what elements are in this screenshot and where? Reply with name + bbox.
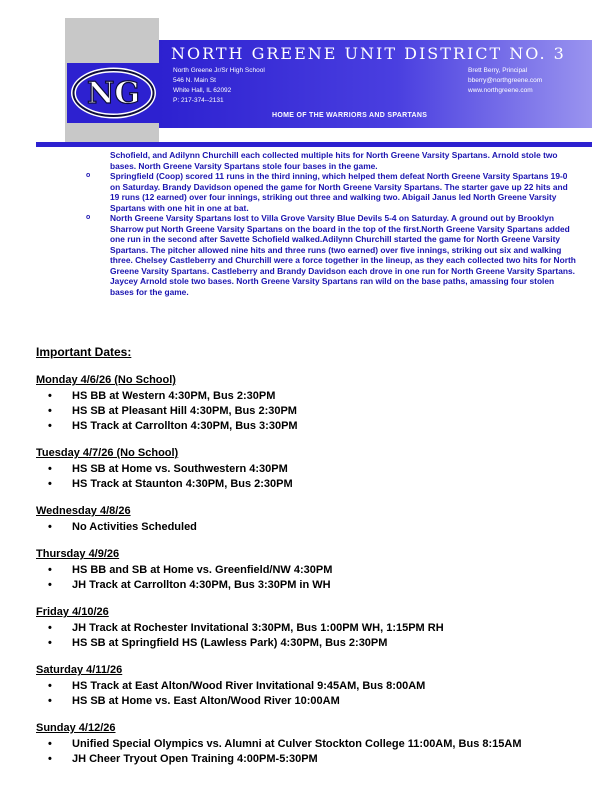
event-item bbox=[36, 621, 576, 636]
event-text: JH Track at Rochester Invitational 3:30PM, Bus 1:00PM WH, 1:15PM RH bbox=[72, 622, 444, 634]
address-line: White Hall, IL 62092 bbox=[173, 87, 232, 94]
bullet-icon: • bbox=[48, 579, 52, 591]
bullet-icon: • bbox=[48, 564, 52, 576]
bullet-icon: • bbox=[48, 637, 52, 649]
event-item bbox=[36, 477, 576, 492]
recap-item bbox=[86, 171, 576, 213]
district-logo-icon bbox=[67, 63, 160, 123]
event-text: HS SB at Springfield HS (Lawless Park) 4:30PM, Bus 2:30PM bbox=[72, 637, 388, 649]
event-text: HS Track at East Alton/Wood River Invitational 9:45AM, Bus 8:00AM bbox=[72, 680, 426, 692]
recap-continuation: Schofield, and Adilynn Churchill each collected multiple hits for North Greene Varsity Spartans. Arnold stole two bases. North Greene Varsity Spartans stole four bases in the game. bbox=[110, 150, 558, 171]
day-monday bbox=[36, 373, 576, 434]
address-line: North Greene Jr/Sr High School bbox=[173, 67, 265, 74]
event-item bbox=[36, 404, 576, 419]
day-title: Saturday 4/11/26 bbox=[36, 664, 123, 676]
event-item bbox=[36, 636, 576, 651]
bullet-icon: • bbox=[48, 622, 52, 634]
bullet-icon: • bbox=[48, 521, 52, 533]
website-link[interactable]: www.northgreene.com bbox=[468, 87, 533, 94]
event-text: HS BB at Western 4:30PM, Bus 2:30PM bbox=[72, 390, 276, 402]
event-text: HS BB and SB at Home vs. Greenfield/NW 4:30PM bbox=[72, 564, 333, 576]
letterhead-rule bbox=[36, 142, 592, 147]
recap-item bbox=[86, 213, 576, 297]
day-sunday bbox=[36, 721, 576, 767]
event-text: JH Cheer Tryout Open Training 4:00PM-5:30PM bbox=[72, 753, 318, 765]
event-item bbox=[36, 752, 576, 767]
day-saturday bbox=[36, 663, 576, 709]
event-item bbox=[36, 679, 576, 694]
day-title: Monday 4/6/26 (No School) bbox=[36, 374, 176, 386]
bullet-icon: • bbox=[48, 680, 52, 692]
event-text: HS SB at Home vs. Southwestern 4:30PM bbox=[72, 463, 288, 475]
bullet-icon: • bbox=[48, 420, 52, 432]
event-item bbox=[36, 737, 576, 752]
letterhead bbox=[36, 16, 592, 148]
recap-text: Springfield (Coop) scored 11 runs in the third inning, which helped them defeat North Greene Varsity Spartans 19-0 on Saturday. Brandy Davidson opened the game for North Greene Varsity Spartans. The starter gave up 22 hits and 19 runs (12 earned) over four innings, striking out three and walking two. Abigail Janus led North Greene Varsity Spartans with one hit in one at bat. bbox=[110, 171, 568, 213]
district-name: NORTH GREENE UNIT DISTRICT NO. 3 bbox=[171, 44, 566, 63]
event-item bbox=[36, 520, 576, 535]
day-title: Sunday 4/12/26 bbox=[36, 722, 116, 734]
bullet-icon: • bbox=[48, 695, 52, 707]
dates-heading: Important Dates: bbox=[36, 345, 132, 359]
bullet-icon: • bbox=[48, 478, 52, 490]
day-title: Friday 4/10/26 bbox=[36, 606, 109, 618]
hollow-bullet-icon: o bbox=[86, 214, 91, 221]
event-text: JH Track at Carrollton 4:30PM, Bus 3:30PM in WH bbox=[72, 579, 331, 591]
bullet-icon: • bbox=[48, 753, 52, 765]
day-title: Wednesday 4/8/26 bbox=[36, 505, 131, 517]
hollow-bullet-icon: o bbox=[86, 172, 91, 179]
event-item bbox=[36, 563, 576, 578]
principal-name: Brett Berry, Principal bbox=[468, 67, 528, 74]
letterhead-margin bbox=[36, 40, 65, 128]
event-text: No Activities Scheduled bbox=[72, 521, 197, 533]
bullet-icon: • bbox=[48, 463, 52, 475]
day-title: Tuesday 4/7/26 (No School) bbox=[36, 447, 179, 459]
event-text: Unified Special Olympics vs. Alumni at Culver Stockton College 11:00AM, Bus 8:15AM bbox=[72, 738, 522, 750]
event-text: HS SB at Home vs. East Alton/Wood River 10:00AM bbox=[72, 695, 340, 707]
bullet-icon: • bbox=[48, 405, 52, 417]
tagline: HOME OF THE WARRIORS AND SPARTANS bbox=[272, 112, 428, 119]
day-wednesday bbox=[36, 504, 576, 535]
event-item bbox=[36, 578, 576, 593]
event-item bbox=[36, 462, 576, 477]
event-text: HS SB at Pleasant Hill 4:30PM, Bus 2:30PM bbox=[72, 405, 297, 417]
school-address bbox=[173, 66, 265, 106]
logo-monogram: NG bbox=[86, 76, 141, 111]
event-item bbox=[36, 419, 576, 434]
phone-line: P: 217-374--2131 bbox=[173, 97, 224, 104]
event-item bbox=[36, 694, 576, 709]
day-thursday bbox=[36, 547, 576, 593]
address-line: 546 N. Main St bbox=[173, 77, 216, 84]
bullet-icon: • bbox=[48, 390, 52, 402]
day-friday bbox=[36, 605, 576, 651]
day-tuesday bbox=[36, 446, 576, 492]
principal-contact bbox=[468, 66, 542, 96]
principal-email-link[interactable]: bberry@northgreene.com bbox=[468, 77, 543, 84]
event-item bbox=[36, 389, 576, 404]
game-recaps bbox=[86, 150, 576, 297]
important-dates bbox=[36, 345, 576, 779]
event-text: HS Track at Carrollton 4:30PM, Bus 3:30PM bbox=[72, 420, 298, 432]
recap-text: North Greene Varsity Spartans lost to Villa Grove Varsity Blue Devils 5-4 on Saturday. A ground out by Brooklyn Sharrow put North Greene Varsity Spartans on the board in the top of the first.North Greene Varsity Spartans added one run in the second after Savette Schofield walked.Adilynn Churchill started the game for North Greene Varsity Spartans. The pitcher allowed nine hits and three runs (two earned) over five innings, striking out six and walking three. Chelsey Castleberry and Churchill were a force together in the lineup, as they each collected two hits for North Greene Varsity Spartans. Castleberry and Brandy Davidson each drove in one run for North Greene Varsity Spartans. Jaycey Arnold stole two bases. North Greene Varsity Spartans ran wild on the base paths, amassing four stolen bases for the game. bbox=[110, 213, 576, 297]
day-title: Thursday 4/9/26 bbox=[36, 548, 120, 560]
event-text: HS Track at Staunton 4:30PM, Bus 2:30PM bbox=[72, 478, 293, 490]
bullet-icon: • bbox=[48, 738, 52, 750]
